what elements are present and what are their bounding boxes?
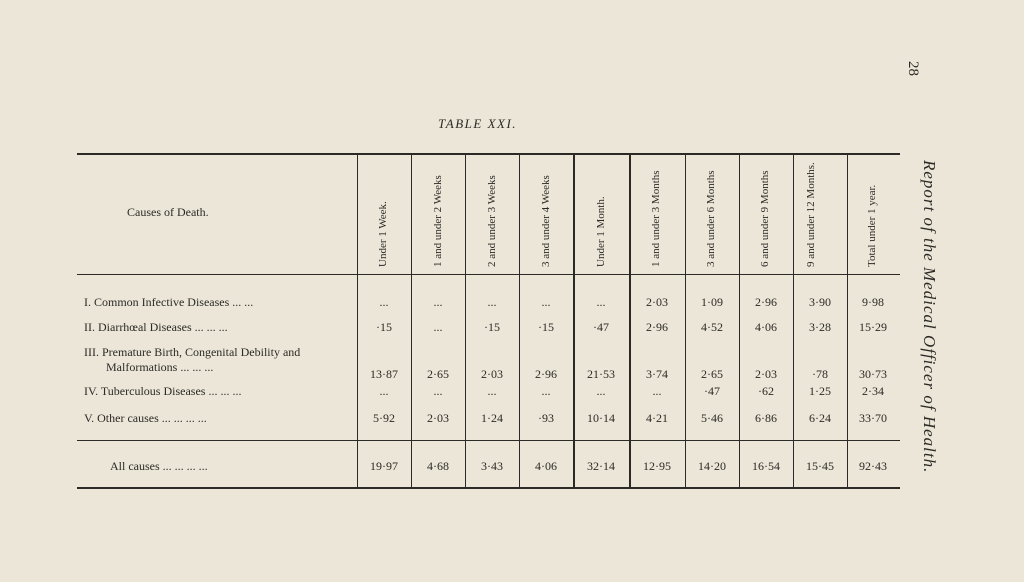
table-cell: 3·90 — [809, 295, 831, 309]
row-label: IV. Tuberculous Diseases ... ... ... — [84, 384, 242, 398]
table-cell: ·15 — [484, 320, 500, 334]
table-cell: 4·06 — [755, 320, 777, 334]
table-cell: 2·96 — [646, 320, 668, 334]
column-divider — [357, 155, 358, 487]
table-cell: ... — [379, 295, 389, 309]
total-cell: 4·68 — [427, 459, 449, 473]
column-header: 1 and under 2 Weeks — [432, 175, 444, 267]
causes-column-header: Causes of Death. — [127, 205, 209, 219]
table-cell: 2·65 — [701, 367, 723, 381]
table-cell: 10·14 — [587, 411, 615, 425]
total-cell: 19·97 — [370, 459, 398, 473]
row-label: I. Common Infective Diseases ... ... — [84, 295, 254, 309]
table-cell: ... — [652, 384, 662, 398]
table-cell: 3·74 — [646, 367, 668, 381]
table-cell: ... — [433, 320, 443, 334]
table-cell: 2·96 — [535, 367, 557, 381]
column-header: 9 and under 12 Months. — [805, 162, 817, 267]
table-cell: 9·98 — [862, 295, 884, 309]
total-cell: 92·43 — [859, 459, 887, 473]
table-cell: ... — [433, 295, 443, 309]
table-cell: 5·92 — [373, 411, 395, 425]
table-cell: ... — [541, 384, 551, 398]
column-header: Under 1 Month. — [595, 196, 607, 267]
total-separator-rule — [77, 440, 900, 441]
total-row-label: All causes ... ... ... ... — [110, 459, 208, 473]
table-cell: ... — [596, 384, 606, 398]
table-cell: ·93 — [538, 411, 554, 425]
table-cell: 2·03 — [481, 367, 503, 381]
column-header: Under 1 Week. — [377, 201, 389, 267]
column-header: 3 and under 4 Weeks — [540, 175, 552, 267]
table-cell: 6·86 — [755, 411, 777, 425]
row-label: II. Diarrhœal Diseases ... ... ... — [84, 320, 228, 334]
table-cell: ... — [596, 295, 606, 309]
total-cell: 4·06 — [535, 459, 557, 473]
table-cell: 2·03 — [646, 295, 668, 309]
page-number: 28 — [905, 61, 921, 76]
table-cell: ·15 — [538, 320, 554, 334]
table-cell: 33·70 — [859, 411, 887, 425]
table-cell: 15·29 — [859, 320, 887, 334]
column-divider — [685, 155, 686, 487]
table-title: TABLE XXI. — [438, 116, 518, 131]
column-header: 2 and under 3 Weeks — [486, 175, 498, 267]
table-cell: ... — [487, 295, 497, 309]
total-cell: 14·20 — [698, 459, 726, 473]
column-header: 3 and under 6 Months — [705, 170, 717, 267]
table-cell: 21·53 — [587, 367, 615, 381]
table-cell: 30·73 — [859, 367, 887, 381]
row-label: V. Other causes ... ... ... ... — [84, 411, 207, 425]
table-cell: ... — [541, 295, 551, 309]
table-cell: 1·24 — [481, 411, 503, 425]
column-divider — [739, 155, 740, 487]
column-divider — [629, 155, 631, 487]
column-divider — [465, 155, 466, 487]
table-cell: ... — [487, 384, 497, 398]
column-divider — [519, 155, 520, 487]
total-cell: 3·43 — [481, 459, 503, 473]
total-cell: 12·95 — [643, 459, 671, 473]
table-cell: 2·96 — [755, 295, 777, 309]
total-cell: 32·14 — [587, 459, 615, 473]
table-cell: ·15 — [376, 320, 392, 334]
table-cell: ... — [433, 384, 443, 398]
column-header: 6 and under 9 Months — [759, 170, 771, 267]
table-cell: 3·28 — [809, 320, 831, 334]
table-cell: 1·25 — [809, 384, 831, 398]
total-cell: 15·45 — [806, 459, 834, 473]
column-divider — [573, 155, 575, 487]
table-top-rule — [77, 153, 900, 155]
header-bottom-rule — [77, 274, 900, 275]
table-cell: 1·09 — [701, 295, 723, 309]
column-divider — [793, 155, 794, 487]
running-head: Report of the Medical Officer of Health. — [920, 160, 939, 474]
table-cell: 2·03 — [755, 367, 777, 381]
column-header: Total under 1 year. — [866, 184, 878, 267]
row-label-line1: III. Premature Birth, Congenital Debility and — [84, 345, 301, 359]
total-cell: 16·54 — [752, 459, 780, 473]
table-cell: ·62 — [758, 384, 774, 398]
table-cell: 2·03 — [427, 411, 449, 425]
column-divider — [411, 155, 412, 487]
table-cell: 5·46 — [701, 411, 723, 425]
table-cell: ·78 — [812, 367, 828, 381]
table-cell: ·47 — [704, 384, 720, 398]
table-bottom-rule — [77, 487, 900, 489]
table-cell: 2·65 — [427, 367, 449, 381]
table-cell: 4·21 — [646, 411, 668, 425]
table-cell: 2·34 — [862, 384, 884, 398]
table-cell: ·47 — [593, 320, 609, 334]
row-label-line2: Malformations ... ... ... — [106, 360, 214, 374]
table-cell: 13·87 — [370, 367, 398, 381]
column-header: 1 and under 3 Months — [650, 170, 662, 267]
table-cell: 4·52 — [701, 320, 723, 334]
table-cell: ... — [379, 384, 389, 398]
table-cell: 6·24 — [809, 411, 831, 425]
